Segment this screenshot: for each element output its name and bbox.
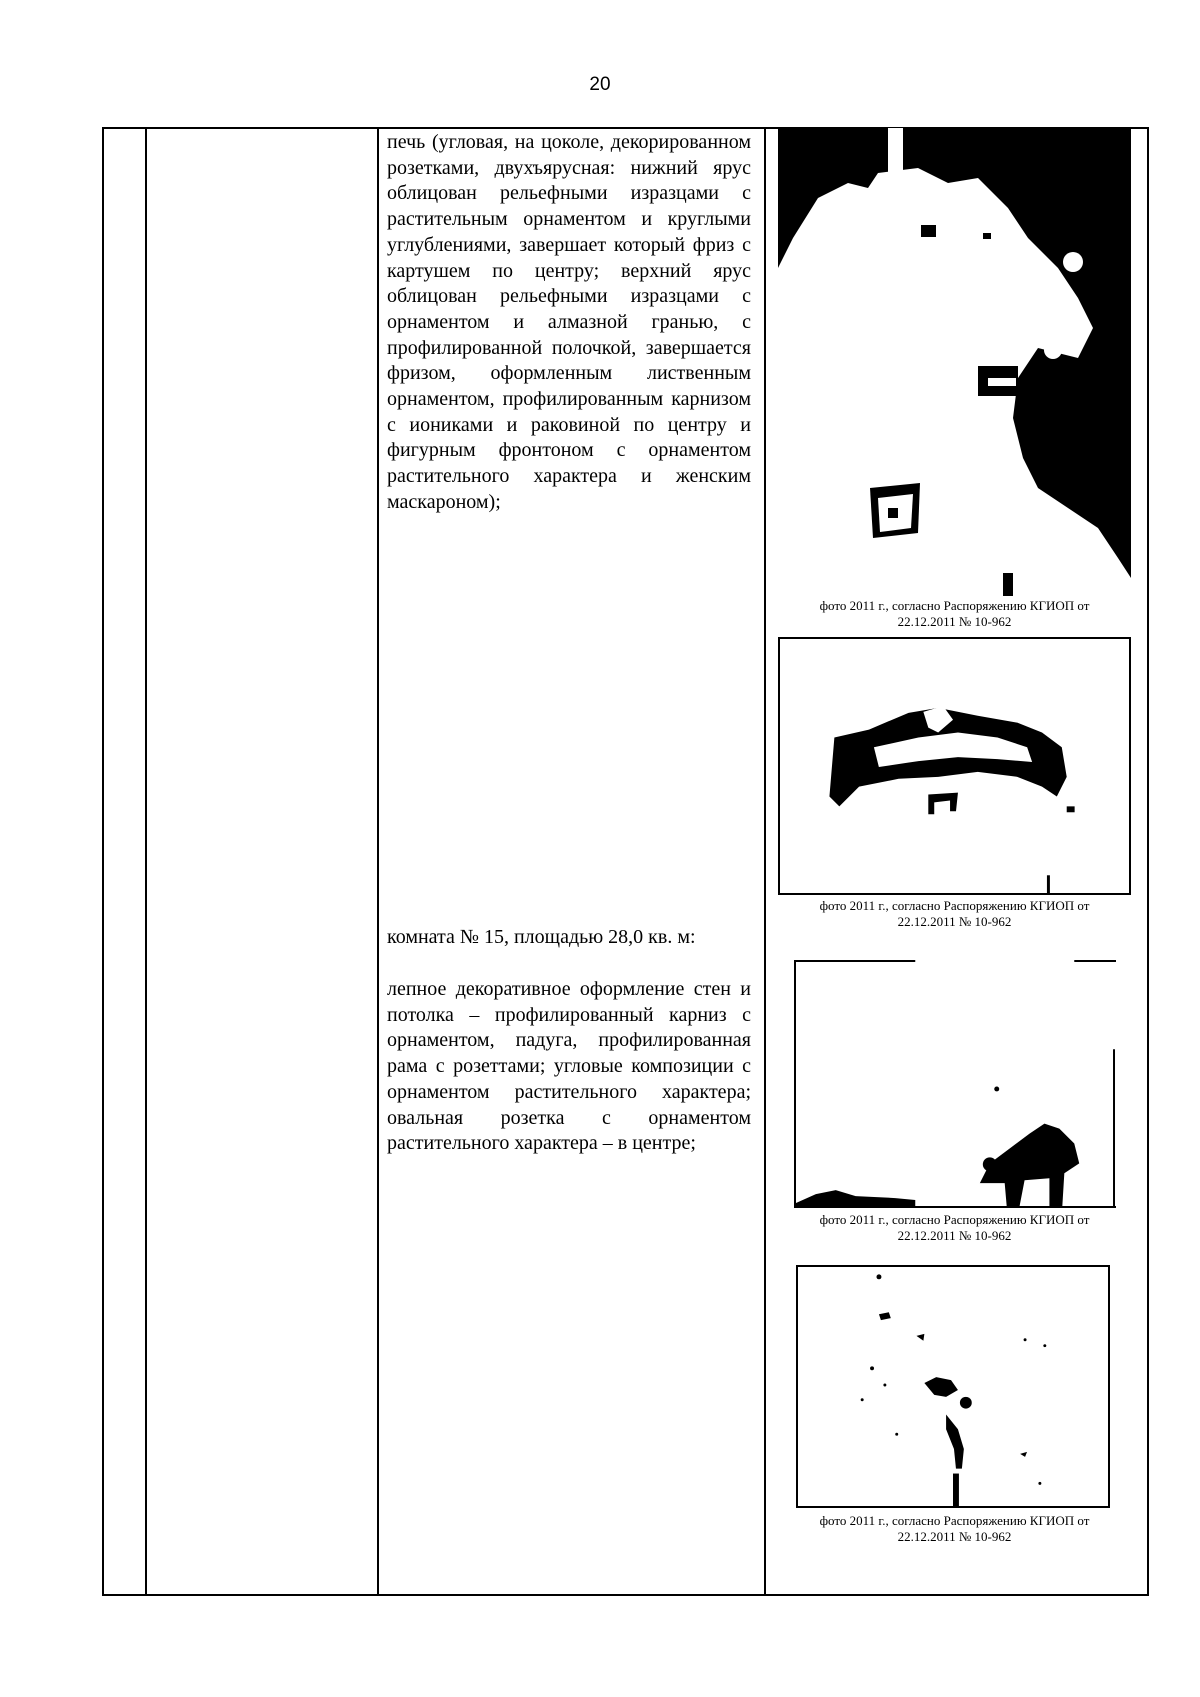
photo-stove-top (778, 637, 1131, 895)
page-number: 20 (589, 74, 611, 95)
photo-caption-4 (778, 1513, 1131, 1545)
photo-caption-1-line2: 22.12.2011 № 10-962 (897, 614, 1012, 629)
photo-caption-3 (778, 1212, 1131, 1244)
photo-caption-2 (778, 898, 1131, 930)
photo-ceiling-cornice (794, 960, 1116, 1208)
photo-caption-2-line2: 22.12.2011 № 10-962 (897, 914, 1012, 929)
column-divider-3 (764, 129, 766, 1594)
stucco-description: лепное декоративное оформление стен и потолка – профилированный карниз с орнаментом, падуга, профилированная рама с розеттами; угловые композиции с орнаментом растительного характера; овальная розетка с орнаментом растительного характера – в центре; (387, 978, 751, 1155)
column-divider-1 (145, 129, 147, 1594)
photo-caption-3-line2: 22.12.2011 № 10-962 (897, 1228, 1012, 1243)
photo-stove (778, 128, 1131, 596)
photo-corner-ornament (796, 1265, 1110, 1508)
photo-caption-1-line1: фото 2011 г., согласно Распоряжению КГИОП от (819, 598, 1090, 613)
photo-caption-2-line1: фото 2011 г., согласно Распоряжению КГИОП от (819, 898, 1090, 913)
photo-caption-1 (778, 598, 1131, 630)
photo-caption-4-line1: фото 2011 г., согласно Распоряжению КГИОП от (819, 1513, 1090, 1528)
stove-description: печь (угловая, на цоколе, декорированном розетками, двухъярусная: нижний ярус облицован рельефными изразцами с растительным орнаментом и круглыми углублениями, завершает который фриз с картушем по центру; верхний ярус облицован рельефными изразцами с орнаментом и алмазной гранью, с профилированной полочкой, завершается фризом, оформленным лиственным орнаментом, профилированным карнизом с иониками и раковиной по центру и фигурным фронтоном с орнаментом растительного характера и женским маскароном); (387, 131, 751, 513)
room-heading: комната № 15, площадью 28,0 кв. м: (387, 926, 696, 948)
column-divider-2 (377, 129, 379, 1594)
photo-caption-4-line2: 22.12.2011 № 10-962 (897, 1529, 1012, 1544)
photo-caption-3-line1: фото 2011 г., согласно Распоряжению КГИОП от (819, 1212, 1090, 1227)
